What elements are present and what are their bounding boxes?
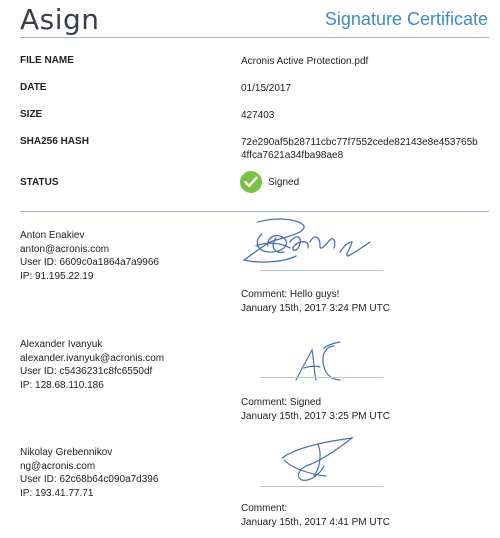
comment-timestamp: January 15th, 2017 3:24 PM UTC [241, 303, 390, 314]
size-value: 427403 [241, 110, 275, 121]
signer-name: Alexander Ivanyuk [20, 339, 103, 350]
hash-label: SHA256 HASH [20, 136, 89, 147]
signer-user-id: User ID: 6609c0a1864a7a9966 [20, 257, 159, 268]
signer-info [20, 229, 159, 283]
signature-comment [241, 396, 390, 424]
signer-ip: IP: 193.41.77.71 [20, 487, 94, 499]
signer-email: alexander.ivanyuk@acronis.com [20, 352, 165, 364]
signer-info [20, 446, 158, 500]
asign-logo: Asign [20, 3, 100, 36]
date-label: DATE [20, 82, 47, 93]
status-label: STATUS [20, 177, 59, 188]
status-value: Signed [268, 177, 300, 188]
checkmark-icon [240, 171, 262, 193]
date-value: 01/15/2017 [241, 83, 292, 94]
certificate-header [0, 0, 500, 40]
signature-image [290, 340, 360, 388]
comment-text: Comment: Hello guys! [241, 289, 340, 300]
hash-value-line2: 4ffca7621a34fba98ae8 [241, 150, 344, 161]
hash-value [241, 136, 481, 162]
signature-comment [241, 502, 390, 530]
signature-image [274, 434, 364, 486]
signature-image [240, 212, 380, 272]
file-name-value: Acronis Active Protection.pdf [241, 56, 369, 67]
signer-ip: IP: 128.68.110.186 [20, 379, 104, 391]
signer-name: Nikolay Grebennikov [20, 447, 113, 458]
signer-user-id: User ID: c5436231c8fc6550df [20, 366, 153, 377]
size-label: SIZE [20, 109, 43, 120]
signer-info [20, 338, 164, 392]
signature-line [260, 377, 383, 378]
hash-value-line1: 72e290af5b28711cbc77f7552cede82143e8e453765b [241, 137, 478, 148]
page-title: Signature Certificate [324, 9, 488, 29]
comment-text: Comment: [241, 503, 288, 514]
signature-line [260, 486, 383, 487]
header-divider [20, 37, 489, 38]
signer-ip: IP: 91.195.22.19 [20, 270, 94, 282]
file-name-label: FILE NAME [20, 55, 74, 66]
signature-line [260, 270, 383, 271]
signer-email: anton@acronis.com [20, 243, 110, 255]
signer-email: ng@acronis.com [20, 460, 96, 472]
comment-timestamp: January 15th, 2017 3:25 PM UTC [241, 411, 390, 422]
signature-comment [241, 288, 390, 316]
comment-text: Comment: Signed [241, 397, 322, 408]
comment-timestamp: January 15th, 2017 4:41 PM UTC [241, 517, 390, 528]
signer-name: Anton Enakiev [20, 230, 85, 241]
signer-user-id: User ID: 62c68b64c090a7d396 [20, 474, 159, 485]
